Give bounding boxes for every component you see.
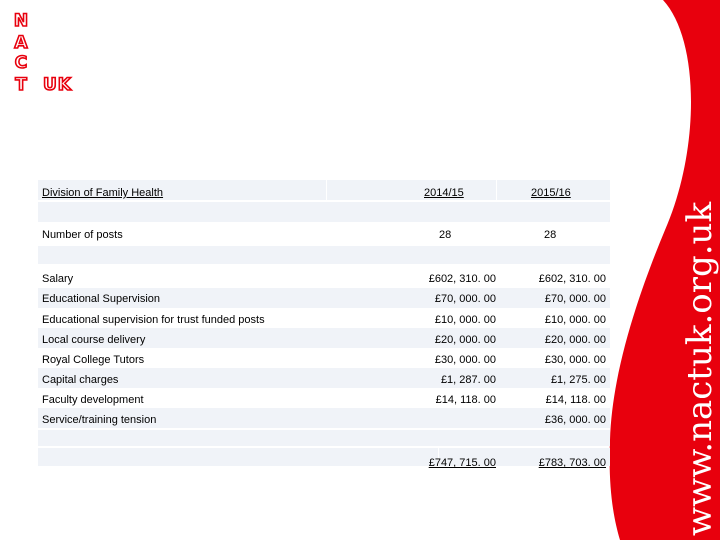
table-title: Division of Family Health [42, 187, 164, 199]
row-label: Royal College Tutors [42, 354, 145, 366]
table-spacer-row [38, 430, 610, 446]
table-row [38, 368, 610, 388]
table-row [38, 288, 610, 308]
row-value-2014: £1, 287. 00 [440, 374, 496, 386]
table-row [38, 308, 610, 328]
posts-2014: 28 [439, 229, 452, 241]
table-spacer-row [38, 202, 610, 222]
row-value-2015: £602, 310. 00 [538, 273, 606, 285]
row-label: Local course delivery [42, 334, 146, 346]
row-value-2014: £20, 000. 00 [434, 334, 496, 346]
row-value-2015: £14, 118. 00 [545, 394, 606, 406]
table-totals-row [38, 448, 610, 469]
total-2014: £747, 715. 00 [428, 457, 496, 469]
column-header-2015: 2015/16 [531, 187, 571, 199]
logo-uk: UK [43, 75, 72, 95]
table-row [38, 328, 610, 348]
row-value-2015: £10, 000. 00 [544, 314, 606, 326]
row-label: Capital charges [42, 374, 119, 386]
table-row [38, 388, 610, 408]
row-value-2014: £30, 000. 00 [434, 354, 496, 366]
posts-2015: 28 [544, 229, 557, 241]
logo-letter: A [14, 33, 28, 53]
row-label: Educational Supervision [42, 293, 161, 305]
total-2015: £783, 703. 00 [538, 457, 606, 469]
column-header-2014: 2014/15 [424, 187, 464, 199]
row-label: Service/training tension [42, 414, 157, 426]
row-value-2014: £10, 000. 00 [434, 314, 496, 326]
table-row [38, 348, 610, 368]
row-value-2015: £30, 000. 00 [544, 354, 606, 366]
row-value-2014: £14, 118. 00 [435, 394, 496, 406]
table-row-posts [38, 224, 610, 244]
table-spacer-row [38, 246, 610, 264]
row-label: Salary [42, 273, 74, 285]
logo-letter: C [14, 53, 28, 73]
row-value-2015: £1, 275. 00 [550, 374, 606, 386]
row-label: Educational supervision for trust funded posts [42, 314, 265, 326]
row-value-2014: £70, 000. 00 [434, 293, 496, 305]
table-row [38, 408, 610, 428]
logo-letter: T [15, 75, 27, 95]
table-row [38, 268, 610, 288]
posts-label: Number of posts [42, 229, 123, 241]
table-header-row [38, 180, 610, 200]
row-value-2014: £602, 310. 00 [428, 273, 496, 285]
row-value-2015: £36, 000. 00 [544, 414, 606, 426]
logo-letter: N [13, 11, 29, 31]
row-value-2015: £20, 000. 00 [544, 334, 606, 346]
row-label: Faculty development [42, 394, 144, 406]
website-url: www.nactuk.org.uk [680, 201, 720, 536]
row-value-2015: £70, 000. 00 [544, 293, 606, 305]
